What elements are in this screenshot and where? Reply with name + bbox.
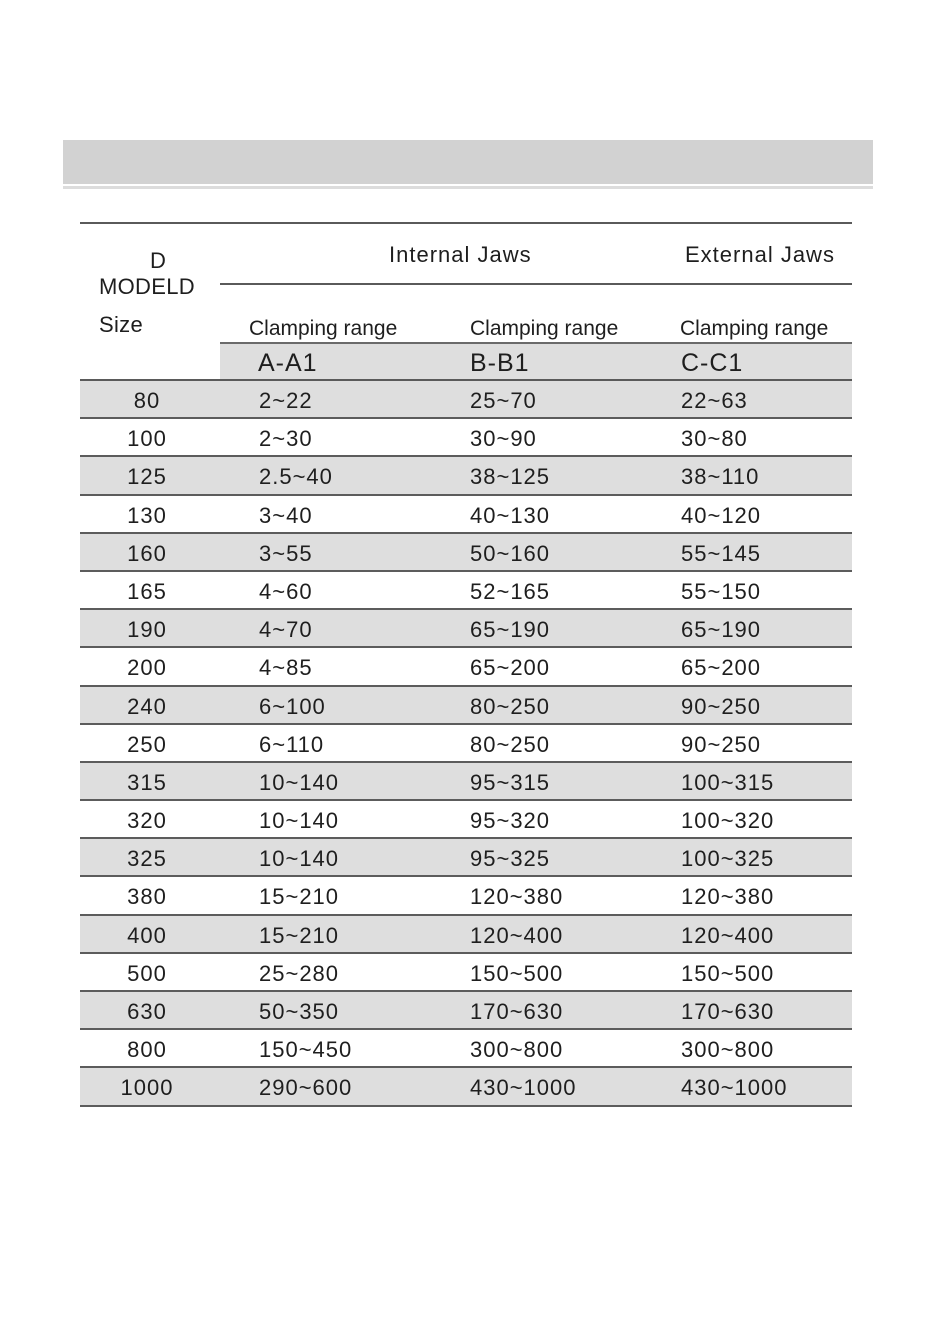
cell-external-c: 100~325 [681, 846, 775, 872]
cell-internal-b: 65~200 [470, 655, 551, 681]
cell-internal-a: 15~210 [259, 884, 340, 910]
cell-internal-a: 150~450 [259, 1037, 353, 1063]
table-row [80, 534, 852, 572]
cell-internal-b: 52~165 [470, 578, 551, 604]
cell-internal-a: 3~55 [259, 540, 313, 566]
cell-size: 240 [127, 693, 167, 719]
header-code-a: A-A1 [258, 349, 318, 377]
cell-external-c: 38~110 [681, 464, 760, 490]
cell-internal-b: 80~250 [470, 693, 551, 719]
cell-size: 325 [127, 846, 167, 872]
cell-size: 320 [127, 808, 167, 834]
cell-internal-b: 95~325 [470, 846, 551, 872]
cell-external-c: 430~1000 [681, 1075, 788, 1101]
header-size: Size [99, 312, 143, 337]
cell-size: 125 [127, 464, 167, 490]
cell-internal-a: 10~140 [259, 846, 340, 872]
cell-internal-b: 120~400 [470, 922, 564, 948]
cell-size: 400 [127, 922, 167, 948]
table-row [80, 419, 852, 457]
table-row [80, 496, 852, 534]
cell-internal-b: 95~315 [470, 769, 551, 795]
cell-internal-b: 25~70 [470, 388, 537, 413]
title-bar [63, 140, 873, 184]
cell-external-c: 65~190 [681, 617, 762, 643]
cell-size: 1000 [120, 1075, 174, 1101]
cell-internal-a: 6~110 [259, 731, 325, 757]
table-row [80, 763, 852, 801]
table-row [80, 877, 852, 915]
cell-internal-b: 80~250 [470, 731, 551, 757]
cell-external-c: 55~145 [681, 540, 762, 566]
cell-external-c: 170~630 [681, 999, 775, 1024]
cell-internal-b: 50~160 [470, 540, 551, 566]
cell-internal-b: 170~630 [470, 999, 564, 1024]
table-row [80, 610, 852, 648]
cell-external-c: 65~200 [681, 655, 762, 681]
cell-internal-b: 150~500 [470, 960, 564, 986]
cell-external-c: 120~380 [681, 884, 775, 910]
cell-internal-a: 4~85 [259, 655, 313, 681]
cell-size: 800 [127, 1037, 167, 1063]
cell-internal-b: 120~380 [470, 884, 564, 910]
cell-size: 160 [127, 540, 167, 566]
cell-internal-b: 430~1000 [470, 1075, 577, 1101]
header-clamping-range-b: Clamping range [470, 317, 619, 340]
title-divider [63, 186, 873, 189]
table-row [80, 801, 852, 839]
cell-size: 100 [127, 426, 167, 452]
cell-internal-b: 40~130 [470, 502, 551, 528]
cell-size: 315 [127, 769, 167, 795]
table-row [80, 916, 852, 954]
cell-internal-a: 10~140 [259, 808, 340, 834]
header-clamping-range-c: Clamping range [680, 317, 829, 340]
cell-size: 380 [127, 884, 167, 910]
cell-external-c: 55~150 [681, 578, 762, 604]
cell-internal-a: 50~350 [259, 999, 340, 1024]
cell-external-c: 100~315 [681, 769, 775, 795]
cell-internal-a: 10~140 [259, 769, 340, 795]
header-code-c: C-C1 [681, 349, 744, 377]
cell-external-c: 150~500 [681, 960, 775, 986]
table-row [80, 687, 852, 725]
cell-size: 80 [133, 388, 161, 413]
cell-internal-a: 4~60 [259, 578, 313, 604]
header-model: MODELD [99, 274, 195, 299]
table-row [80, 1068, 852, 1106]
cell-size: 165 [127, 578, 167, 604]
header-model-d: D [150, 248, 167, 273]
cell-external-c: 90~250 [681, 693, 762, 719]
header-internal-jaws: Internal Jaws [389, 242, 532, 267]
cell-size: 250 [127, 731, 167, 757]
table-row [80, 572, 852, 610]
cell-internal-b: 30~90 [470, 426, 537, 452]
cell-external-c: 22~63 [681, 388, 748, 413]
cell-internal-a: 25~280 [259, 960, 340, 986]
table-row [80, 992, 852, 1030]
table-row [80, 954, 852, 992]
cell-external-c: 30~80 [681, 426, 748, 452]
cell-size: 200 [127, 655, 167, 681]
cell-internal-a: 290~600 [259, 1075, 353, 1101]
header-divider [220, 283, 852, 285]
clamping-range-table [80, 222, 852, 1112]
cell-external-c: 120~400 [681, 922, 775, 948]
table-row [80, 839, 852, 877]
cell-external-c: 90~250 [681, 731, 762, 757]
cell-internal-a: 2~22 [259, 388, 313, 413]
table-row [80, 457, 852, 495]
table-body [80, 381, 852, 1107]
table-row [80, 381, 852, 419]
cell-internal-a: 2~30 [259, 426, 313, 452]
header-clamping-range-a: Clamping range [249, 317, 398, 340]
cell-internal-a: 15~210 [259, 922, 340, 948]
cell-internal-a: 2.5~40 [259, 464, 333, 490]
cell-size: 130 [127, 502, 167, 528]
cell-internal-b: 95~320 [470, 808, 551, 834]
cell-internal-a: 3~40 [259, 502, 313, 528]
cell-internal-b: 300~800 [470, 1037, 564, 1063]
cell-external-c: 300~800 [681, 1037, 775, 1063]
table-row [80, 725, 852, 763]
cell-size: 190 [127, 617, 167, 643]
cell-external-c: 40~120 [681, 502, 762, 528]
table-row [80, 1030, 852, 1068]
table-top-rule [80, 222, 852, 224]
cell-size: 500 [127, 960, 167, 986]
cell-internal-b: 38~125 [470, 464, 551, 490]
table-row [80, 648, 852, 686]
header-code-b: B-B1 [470, 349, 530, 377]
cell-internal-a: 6~100 [259, 693, 326, 719]
cell-external-c: 100~320 [681, 808, 775, 834]
cell-internal-b: 65~190 [470, 617, 551, 643]
cell-size: 630 [127, 999, 167, 1024]
cell-internal-a: 4~70 [259, 617, 313, 643]
header-external-jaws: External Jaws [685, 242, 835, 267]
